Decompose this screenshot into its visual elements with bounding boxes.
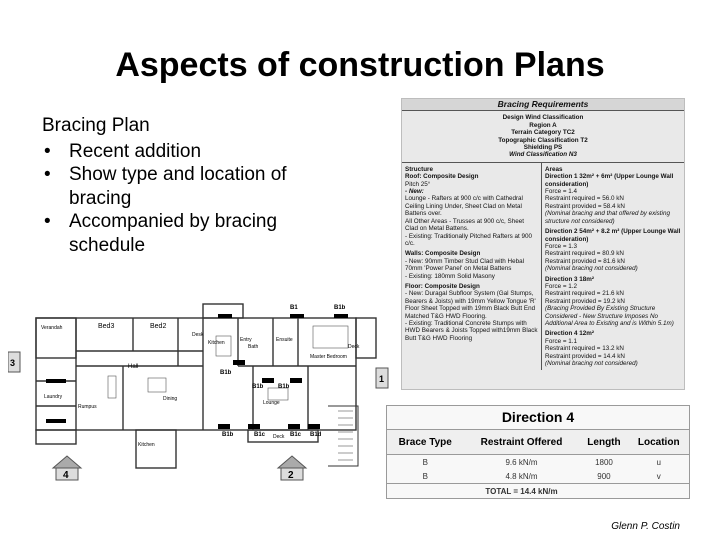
room-label: Hall xyxy=(128,364,139,370)
brace-label: B1b xyxy=(334,305,346,311)
design-line: Design Wind Classification xyxy=(502,114,584,122)
roof-new-text: Lounge - Rafters at 900 c/c with Cathedral Ceiling Lining Under, Sheet Clad on Metal Battens over. xyxy=(405,195,523,218)
direction-marker: 4 xyxy=(63,470,69,481)
roof-heading: Roof: Composite Design xyxy=(405,173,479,181)
room-label: Laundry xyxy=(44,394,63,400)
room-label: Lounge xyxy=(263,400,280,406)
restraint-required: Restraint required = 21.6 kN xyxy=(545,290,624,298)
restraint-required: Restraint required = 13.2 kN xyxy=(545,345,624,353)
floor-existing-text: - Existing: Traditional Concrete Stumps with HWD Bearers & Joists Topped with19mm Black Butt T&G HWD Flooring xyxy=(405,319,538,342)
column-header: Length xyxy=(579,430,628,455)
restraint-provided: Restraint provided = 14.4 kN xyxy=(545,352,625,360)
panel-title: Bracing Requirements xyxy=(402,99,684,111)
structure-heading: Structure xyxy=(405,165,433,173)
bullet-list xyxy=(42,140,312,258)
table-cell: 1800 xyxy=(595,457,613,467)
brace-label: B1 xyxy=(290,305,298,311)
restraint-required: Restraint required = 56.0 kN xyxy=(545,195,624,203)
table-row xyxy=(387,455,689,470)
table-cell: 4.8 kN/m xyxy=(505,471,538,481)
table-cell: B xyxy=(422,457,428,467)
areas-column xyxy=(542,163,684,371)
room-label: Entry xyxy=(240,337,252,343)
areas-heading: Areas xyxy=(545,165,563,173)
direction-heading: Direction 2 54m² + 8.2 m² (Upper Lounge Wall consideration) xyxy=(545,228,681,243)
floor-heading: Floor: Composite Design xyxy=(405,282,480,290)
restraint-provided: Restraint provided = 81.6 kN xyxy=(545,257,625,265)
table-total-row xyxy=(387,484,689,499)
table-cell: v xyxy=(656,471,661,481)
direction-heading: Direction 3 18m² xyxy=(545,275,594,283)
design-wind-classification xyxy=(402,111,684,162)
design-line: Wind Classification N3 xyxy=(509,151,577,159)
bullet-block xyxy=(42,114,312,257)
brace-label: B1c xyxy=(290,432,302,438)
direction-note: (Nominal bracing and that offered by existing structure not considered) xyxy=(545,210,670,225)
direction-4-schedule xyxy=(386,405,690,499)
room-label: Bed3 xyxy=(98,323,115,330)
bullet-item: • Accompanied by bracing schedule xyxy=(42,210,312,257)
floor-new-text: - New: Duragal Subfloor System (Gal Stumps, Bearers & Joists) with 19mm Yellow Tongue 'R' Floor Sheet Topped with 19mm Black Butt End Matched T&G HWD Flooring. xyxy=(405,290,536,320)
design-line: Topographic Classification T2 xyxy=(498,136,588,144)
total-cell: TOTAL = 14.4 kN/m xyxy=(463,484,579,499)
room-label: Deck xyxy=(348,344,360,350)
room-label: Kitchen xyxy=(208,340,225,346)
roof-existing-text: - Existing: Traditionally Pitched Rafters at 900 c/c. xyxy=(405,232,533,247)
column-header: Restraint Offered xyxy=(463,430,579,455)
direction-force: Force = 1.1 xyxy=(545,337,578,345)
column-header: Brace Type xyxy=(387,430,463,455)
room-label: Desk xyxy=(192,332,204,338)
direction-note: (Nominal bracing not considered) xyxy=(545,265,638,273)
room-label: Verandah xyxy=(41,325,63,331)
roof-pitch: Pitch 25° xyxy=(405,180,431,188)
walls-existing-text: - Existing: 180mm Solid Masony xyxy=(405,272,495,280)
walls-new-text: - New: 90mm Timber Stud Clad with Hebal 70mm 'Power Panel' on Metal Battens xyxy=(405,257,524,273)
direction-marker: 2 xyxy=(288,470,294,481)
brace-label: B1b xyxy=(252,384,264,390)
bracing-requirements-panel xyxy=(401,98,685,390)
table-header-row xyxy=(387,430,689,455)
brace-label: B1b xyxy=(220,370,232,376)
table-cell: 9.6 kN/m xyxy=(505,457,538,467)
brace-label: B1d xyxy=(310,432,322,438)
room-label: Dining xyxy=(163,396,178,402)
direction-note: (Nominal bracing not considered) xyxy=(545,360,638,367)
slide-title: Aspects of construction Plans xyxy=(115,46,605,84)
room-label: Ensuite xyxy=(276,337,293,343)
direction-marker: 3 xyxy=(10,358,16,368)
restraint-provided: Restraint provided = 19.2 kN xyxy=(545,297,625,305)
restraint-required: Restraint required = 80.9 kN xyxy=(545,250,624,258)
room-label: Bath xyxy=(248,344,259,350)
room-label: Deck xyxy=(273,434,285,440)
direction-force: Force = 1.3 xyxy=(545,242,578,250)
structure-column xyxy=(402,163,542,371)
direction-force: Force = 1.4 xyxy=(545,188,578,196)
design-line: Region A xyxy=(529,121,557,129)
table-row xyxy=(387,469,689,484)
roof-other-text: All Other Areas - Trusses at 900 c/c, Sheet Clad on Metal Battens. xyxy=(405,217,524,233)
room-label: Bed2 xyxy=(150,323,167,330)
direction-heading: Direction 4 12m² xyxy=(545,330,594,338)
direction-force: Force = 1.2 xyxy=(545,282,578,290)
brace-label: B1b xyxy=(222,432,234,438)
bullet-item: • Show type and location of bracing xyxy=(42,163,312,210)
brace-label: B1c xyxy=(254,432,266,438)
direction-note: (Bracing Provided By Existing Structure Considered - New Structure Imposes No Additional Area to Existing and is Within 5.1m) xyxy=(545,305,674,327)
author-credit: Glenn P. Costin xyxy=(611,521,680,532)
room-label: Rumpus xyxy=(78,404,97,410)
bullet-heading: Bracing Plan xyxy=(42,115,150,136)
roof-new-heading: - New: xyxy=(405,188,424,196)
table-cell: 900 xyxy=(597,471,611,481)
schedule-title: Direction 4 xyxy=(501,409,575,425)
table-cell: u xyxy=(656,457,661,467)
design-line: Shielding PS xyxy=(523,144,563,152)
room-label: Kitchen xyxy=(138,442,155,448)
room-label: Master Bedroom xyxy=(310,354,347,360)
bracing-floor-plan xyxy=(8,296,392,496)
restraint-provided: Restraint provided = 58.4 kN xyxy=(545,202,625,210)
design-line: Terrain Category TC2 xyxy=(511,129,575,137)
bullet-item: • Recent addition xyxy=(42,140,312,164)
direction-heading: Direction 1 32m² + 6m² (Upper Lounge Wall consideration) xyxy=(545,173,674,188)
brace-label: B1b xyxy=(278,384,290,390)
column-header: Location xyxy=(628,430,689,455)
table-cell: B xyxy=(422,471,428,481)
direction-marker: 1 xyxy=(379,374,385,384)
schedule-table xyxy=(387,429,689,498)
walls-heading: Walls: Composite Design xyxy=(405,250,481,258)
